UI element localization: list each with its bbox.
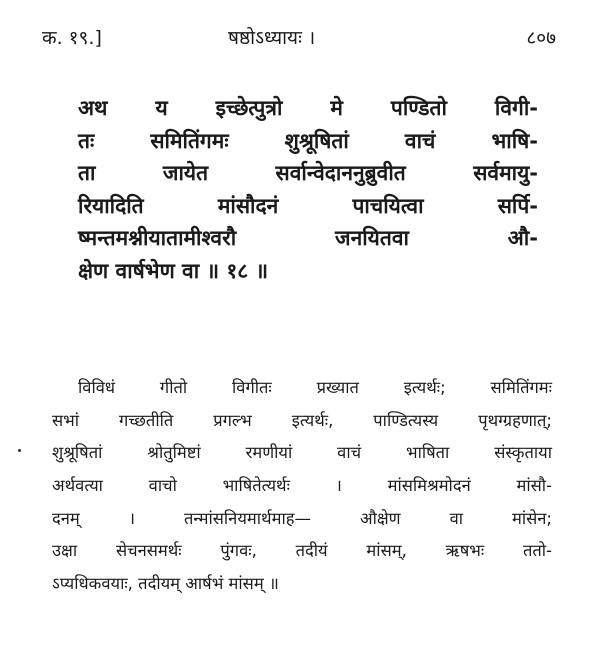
commentary-line: विविधं गीतो विगीतः प्रख्यात इत्यर्थः; समितिंगमः <box>78 378 552 397</box>
page-header <box>40 24 560 54</box>
commentary-line: सभां गच्छतीति प्रगल्भ इत्यर्थः, पाण्डित्यस्य पृथग्ग्रहणात्; <box>52 410 552 430</box>
verse-line: ता जायेत सर्वान्वेदाननुब्रुवीत सर्वमायु- <box>78 161 538 185</box>
verse-block <box>78 92 538 287</box>
commentary-line: उक्षा सेचनसमर्थः पुंगवः, तदीयं मांसम्, ऋषभः ततो- <box>52 541 552 561</box>
chapter-title: षष्ठोऽध्यायः । <box>228 27 316 49</box>
commentary-line: ऽप्यधिकवयाः, तदीयम् आर्षभं मांसम् ॥ <box>52 574 279 594</box>
verse-line: ष्मन्तमश्नीयातामीश्वरौ जनयितवा औ- <box>78 226 538 250</box>
page-number: ८०७ <box>526 27 556 49</box>
commentary-line: अर्थवत्या वाचो भाषितेत्यर्थः । मांसमिश्रमोदनं मांसौ- <box>52 476 552 496</box>
stray-mark <box>18 449 21 452</box>
commentary-line: दनम् । तन्मांसनियमार्थमाह— औक्षेण वा मांसेन; <box>52 508 552 528</box>
verse-line: क्षेण वार्षभेण वा ॥ १८ ॥ <box>78 258 269 283</box>
commentary-line: शुश्रूषितां श्रोतुमिष्टां रमणीयां वाचं भाषिता संस्कृताया <box>52 443 552 463</box>
verse-line: अथ य इच्छेत्पुत्रो मे पण्डितो विगी- <box>78 96 538 120</box>
commentary-block <box>52 372 552 601</box>
verse-reference: क. १९.] <box>42 27 102 49</box>
verse-line: तः समितिंगमः शुश्रूषितां वाचं भाषि- <box>78 128 538 153</box>
verse-line: रियादिति मांसौदनं पाचयित्वा सर्पि- <box>78 193 538 218</box>
